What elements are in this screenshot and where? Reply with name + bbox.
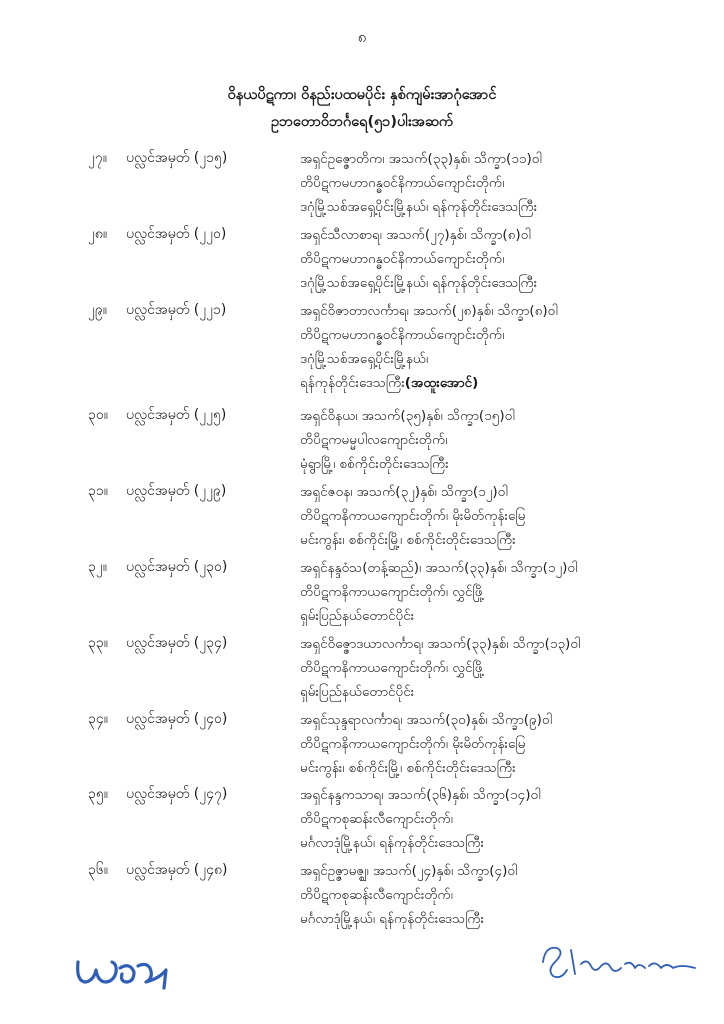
entry-detail-line (300, 405, 710, 429)
seat-number: ပလ္လင်အမှတ် (၂၃၀) (126, 559, 228, 575)
entry-number: ၃၀။ (88, 407, 108, 423)
entry-detail-text: မုံရွာမြို့၊ စစ်ကိုင်းတိုင်းဒေသကြီး (300, 456, 449, 472)
official-signature (535, 940, 705, 984)
entry-details (300, 405, 710, 477)
initials-signature (72, 948, 182, 992)
entry-details (300, 148, 710, 220)
entry-number: ၃၁။ (88, 483, 108, 499)
entry-detail-line (300, 300, 710, 324)
entry-detail-line (300, 884, 710, 908)
entry-number: ၂၉။ (88, 302, 107, 318)
seat-number: ပလ္လင်အမှတ် (၂၂၉) (126, 483, 227, 499)
entry-detail-line (300, 196, 710, 220)
entry-detail-text: တိပိဋကနိကာယကျောင်းတိုက်၊ မိုးမိတ်ကုန်းမြေ (300, 736, 526, 752)
entry-number: ၃၆။ (88, 862, 108, 878)
entry-detail-line (300, 557, 710, 581)
entry-number: ၂၈။ (88, 226, 108, 242)
seat-number: ပလ္လင်အမှတ် (၂၂၅) (126, 407, 227, 423)
entry-detail-text: အရှင်ဥဇ္ဇာမဇ္ဈ၊ အသက်(၂၄)နှစ်၊ သိက္ခာ(၄)ဝါ (300, 863, 518, 879)
entry-detail-line (300, 248, 710, 272)
entry-detail-line (300, 784, 710, 808)
entry-detail-text: တိပိဋကမဟာဂန္ဓဝင်နိကာယ်ကျောင်းတိုက်၊ (300, 175, 505, 191)
entry-details (300, 557, 710, 629)
entry-number: ၃၃။ (88, 635, 108, 651)
distinction-label: (အထူးအောင်) (404, 375, 479, 391)
entry-detail-line (300, 429, 710, 453)
entry-number: ၃၅။ (88, 786, 108, 802)
entry-number: ၃၂။ (88, 559, 107, 575)
entry-details (300, 224, 710, 296)
entry-details (300, 300, 710, 396)
entry-detail-text: ဒဂုံမြို့သစ်အရှေ့ပိုင်းမြို့နယ်၊ ရန်ကုန်တိုင်းဒေသကြီး (300, 275, 538, 291)
seat-number: ပလ္လင်အမှတ် (၂၄၈) (126, 862, 228, 878)
entry-detail-line (300, 372, 710, 396)
entry-detail-text: တိပိဋကမဟာဂန္ဓဝင်နိကာယ်ကျောင်းတိုက်၊ (300, 327, 505, 343)
entry-detail-line (300, 633, 710, 657)
entry-detail-text: မင်းကွန်း၊ စစ်ကိုင်းမြို့၊ စစ်ကိုင်းတိုင်းဒေသကြီး (300, 760, 516, 776)
entry-detail-line (300, 832, 710, 856)
seat-number: ပလ္လင်အမှတ် (၂၄၀) (126, 711, 228, 727)
entry-detail-text: အရှင်သုန္ဒရာလင်္ကာရ၊ အသက်(၃၀)နှစ်၊ သိက္ခာ(၉)ဝါ (300, 712, 552, 728)
entry-detail-line (300, 733, 710, 757)
entry-detail-text: အရှင်နန္ဒဝံသ(တန့်ဆည်)၊ အသက်(၃၃)နှစ်၊ သိက္ခာ(၁၂)ဝါ (300, 560, 578, 576)
entry-detail-line (300, 808, 710, 832)
entry-detail-line (300, 657, 710, 681)
entry-detail-line (300, 224, 710, 248)
entry-detail-text: အရှင်ဥဇ္ဇောတိက၊ အသက်(၃၃)နှစ်၊ သိက္ခာ(၁၁)ဝါ (300, 151, 542, 167)
entry-detail-text: တိပိဋကမမ္မပါလကျောင်းတိုက်၊ (300, 432, 448, 448)
entry-detail-text: အရှင်ဝိနယ၊ အသက်(၃၅)နှစ်၊ သိက္ခာ(၁၅)ဝါ (300, 408, 515, 424)
entry-detail-text: အရှင်သီလာစာရ၊ အသက်(၂၇)နှစ်၊ သိက္ခာ(၈)ဝါ (300, 227, 531, 243)
entry-detail-text: မင်္ဂလာဒုံမြို့နယ်၊ ရန်ကုန်တိုင်းဒေသကြီး (300, 911, 485, 927)
seat-number: ပလ္လင်အမှတ် (၂၂၁) (126, 302, 227, 318)
entry-detail-text: အရှင်ဇဝန၊ အသက်(၃၂)နှစ်၊ သိက္ခာ(၁၂)ဝါ (300, 484, 508, 500)
entry-detail-line (300, 757, 710, 781)
entry-detail-line (300, 348, 710, 372)
document-subheading: ဥဘတောဝိဘင်္ဂရေ(၅၁)ပါးအဆက် (270, 114, 454, 130)
entry-details (300, 860, 710, 932)
entry-detail-text: ရှမ်းပြည်နယ်တောင်ပိုင်း (300, 608, 415, 624)
entry-detail-line (300, 324, 710, 348)
entry-detail-text: တိပိဋကနိကာယကျောင်းတိုက်၊ လွှင်ဖြို့ (300, 660, 485, 676)
entry-detail-text: တိပိဋကနိကာယကျောင်းတိုက်၊ မိုးမိတ်ကုန်းမြေ (300, 508, 526, 524)
seat-number: ပလ္လင်အမှတ် (၂၄၇) (126, 786, 228, 802)
seat-number: ပလ္လင်အမှတ် (၂၂၀) (126, 226, 227, 242)
entry-detail-line (300, 681, 710, 705)
entry-detail-text: မင်းကွန်း၊ စစ်ကိုင်းမြို့၊ စစ်ကိုင်းတိုင်းဒေသကြီး (300, 532, 516, 548)
entry-details (300, 709, 710, 781)
entry-detail-line (300, 481, 710, 505)
entry-detail-text: ရန်ကုန်တိုင်းဒေသကြီး (300, 375, 405, 391)
entry-detail-line (300, 172, 710, 196)
entry-detail-line (300, 529, 710, 553)
entry-detail-text: ရှမ်းပြည်နယ်တောင်ပိုင်း (300, 684, 415, 700)
entry-detail-text: တိပိဋကမဟာဂန္ဓဝင်နိကာယ်ကျောင်းတိုက်၊ (300, 251, 505, 267)
entry-detail-line (300, 709, 710, 733)
entry-detail-line (300, 148, 710, 172)
entry-detail-line (300, 453, 710, 477)
entry-number: ၂၇။ (88, 150, 107, 166)
entry-detail-line (300, 581, 710, 605)
entry-details (300, 633, 710, 705)
entry-number: ၃၄။ (88, 711, 108, 727)
seat-number: ပလ္လင်အမှတ် (၂၁၅) (126, 150, 228, 166)
entry-detail-text: အရှင်ဝိဇာတာလင်္ကာရ၊ အသက်(၂၈)နှစ်၊ သိက္ခာ(၈)ဝါ (300, 303, 558, 319)
entry-details (300, 481, 710, 553)
entry-detail-line (300, 272, 710, 296)
page-number: ၈ (357, 28, 367, 46)
entry-detail-text: ဒဂုံမြို့သစ်အရှေ့ပိုင်းမြို့နယ်၊ ရန်ကုန်တိုင်းဒေသကြီး (300, 199, 538, 215)
entry-detail-text: တိပိဋကနိကာယကျောင်းတိုက်၊ လွှင်ဖြို့ (300, 584, 485, 600)
entry-detail-text: အရှင်ဝိဇ္ဇောဒယာလင်္ကာရ၊ အသက်(၃၃)နှစ်၊ သိက္ခာ(၁၃)ဝါ (300, 636, 581, 652)
entry-detail-line (300, 860, 710, 884)
entry-detail-text: မင်္ဂလာဒုံမြို့နယ်၊ ရန်ကုန်တိုင်းဒေသကြီး (300, 835, 485, 851)
entry-detail-text: တိပိဋကစုဆန်းလီကျောင်းတိုက်၊ (300, 887, 453, 903)
entry-detail-line (300, 908, 710, 932)
seat-number: ပလ္လင်အမှတ် (၂၃၄) (126, 635, 228, 651)
entry-detail-line (300, 605, 710, 629)
entry-detail-line (300, 505, 710, 529)
entry-details (300, 784, 710, 856)
entry-detail-text: တိပိဋကစုဆန်းလီကျောင်းတိုက်၊ (300, 811, 453, 827)
entry-detail-text: အရှင်နန္ဒကသာရ၊ အသက်(၃၆)နှစ်၊ သိက္ခာ(၁၄)ဝါ (300, 787, 541, 803)
document-heading: ဝိနယပိဋကာ၊ ဝိနည်းပထမပိုင်း နှစ်ကျမ်းအာဂုံအောင် (227, 87, 497, 103)
entry-detail-text: ဒဂုံမြို့သစ်အရှေ့ပိုင်းမြို့နယ်၊ (300, 351, 429, 367)
